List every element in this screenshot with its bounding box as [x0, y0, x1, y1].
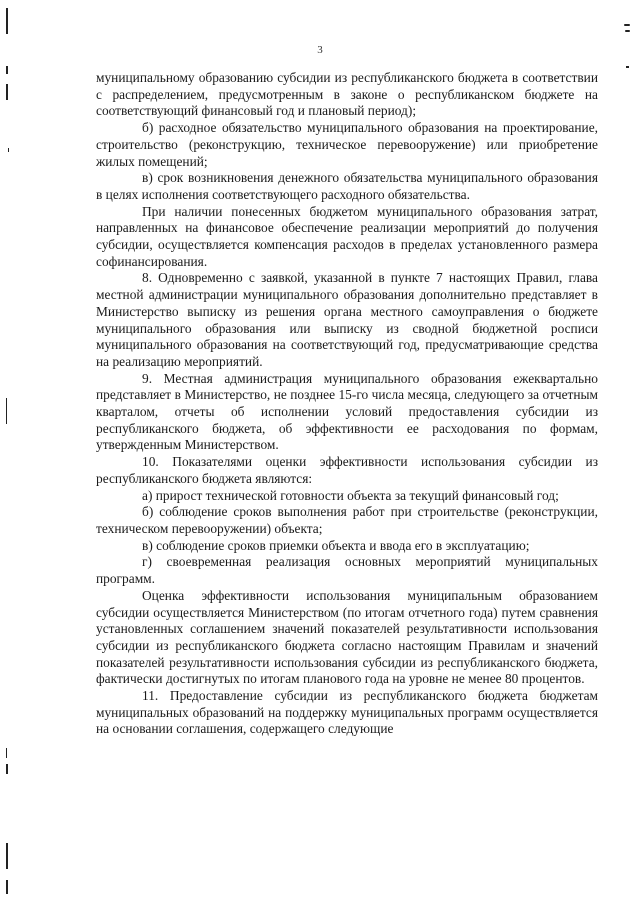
paragraph-6: 9. Местная администрация муниципального образования ежеквартально представляет в Министерство, не позднее 15-го числа месяца, следующего за отчетным кварталом, отчеты об исполнении условий предоставления субсидии из республиканского бюджета, об эффективности ее расходования по формам, утвержденным Министерством.: [96, 370, 598, 453]
paragraph-12: Оценка эффективности использования муниципальным образованием субсидии осуществляется Министерством (по итогам отчетного года) путем сравнения установленных соглашением значений показателей результативности использования субсидии из республиканского бюджета согласно настоящим Правилам и значений показателей результативности использования субсидии из республиканского бюджета, фактически достигнутых по итогам планового года на уровне не менее 80 процентов.: [96, 587, 598, 687]
scan-artifact: [6, 8, 8, 34]
scan-artifact: [6, 843, 8, 869]
paragraph-5: 8. Одновременно с заявкой, указанной в пункте 7 настоящих Правил, глава местной администрации муниципального образования дополнительно представляет в Министерство выписку из решения органа местного самоуправления о бюджете муниципального образования или выписку из сводной бюджетной росписи муниципального образования на соответствующий год, предусматривающие средства на реализацию мероприятий.: [96, 270, 598, 369]
paragraph-3: в) срок возникновения денежного обязательства муниципального образования в целях исполнения соответствующего расходного обязательства.: [96, 170, 598, 202]
paragraph-10: в) соблюдение сроков приемки объекта и ввода его в эксплуатацию;: [142, 537, 530, 553]
scan-artifact: [6, 748, 7, 758]
scan-artifact: [6, 66, 8, 74]
scan-artifact: [6, 398, 7, 424]
paragraph-8: а) прирост технической готовности объекта за текущий финансовый год;: [142, 487, 559, 503]
paragraph-2: б) расходное обязательство муниципального образования на проектирование, строительство (реконструкцию, техническое перевооружение) или приобретение жилых помещений;: [96, 120, 598, 169]
scan-artifact: [6, 84, 8, 100]
scan-artifact: [6, 880, 8, 894]
scan-artifact: [6, 764, 8, 774]
page-number: 3: [317, 44, 323, 56]
corner-mark: [626, 66, 629, 68]
document-body: [96, 70, 598, 738]
corner-mark: [624, 24, 630, 26]
paragraph-11: г) своевременная реализация основных мероприятий муниципальных программ.: [96, 554, 598, 587]
paragraph-1: муниципальному образованию субсидии из республиканского бюджета в соответствии с распределением, предусмотренным в законе о республиканском бюджете на соответствующий финансовый год и плановый период);: [96, 70, 598, 119]
corner-mark: [625, 30, 630, 32]
paragraph-9: б) соблюдение сроков выполнения работ при строительстве (реконструкции, техническом перевооружении) объекта;: [96, 504, 598, 536]
paragraph-4: При наличии понесенных бюджетом муниципального образования затрат, направленных на финансовое обеспечение реализации мероприятий до получения субсидии, осуществляется компенсация расходов в пределах установленного размера софинансирования.: [96, 203, 598, 269]
scan-artifact: [8, 148, 9, 152]
paragraph-13: 11. Предоставление субсидии из республиканского бюджета бюджетам муниципальных образований на поддержку муниципальных программ осуществляется на основании соглашения, содержащего следующие: [96, 688, 598, 737]
paragraph-7: 10. Показателями оценки эффективности использования субсидии из республиканского бюджета являются:: [96, 454, 598, 486]
